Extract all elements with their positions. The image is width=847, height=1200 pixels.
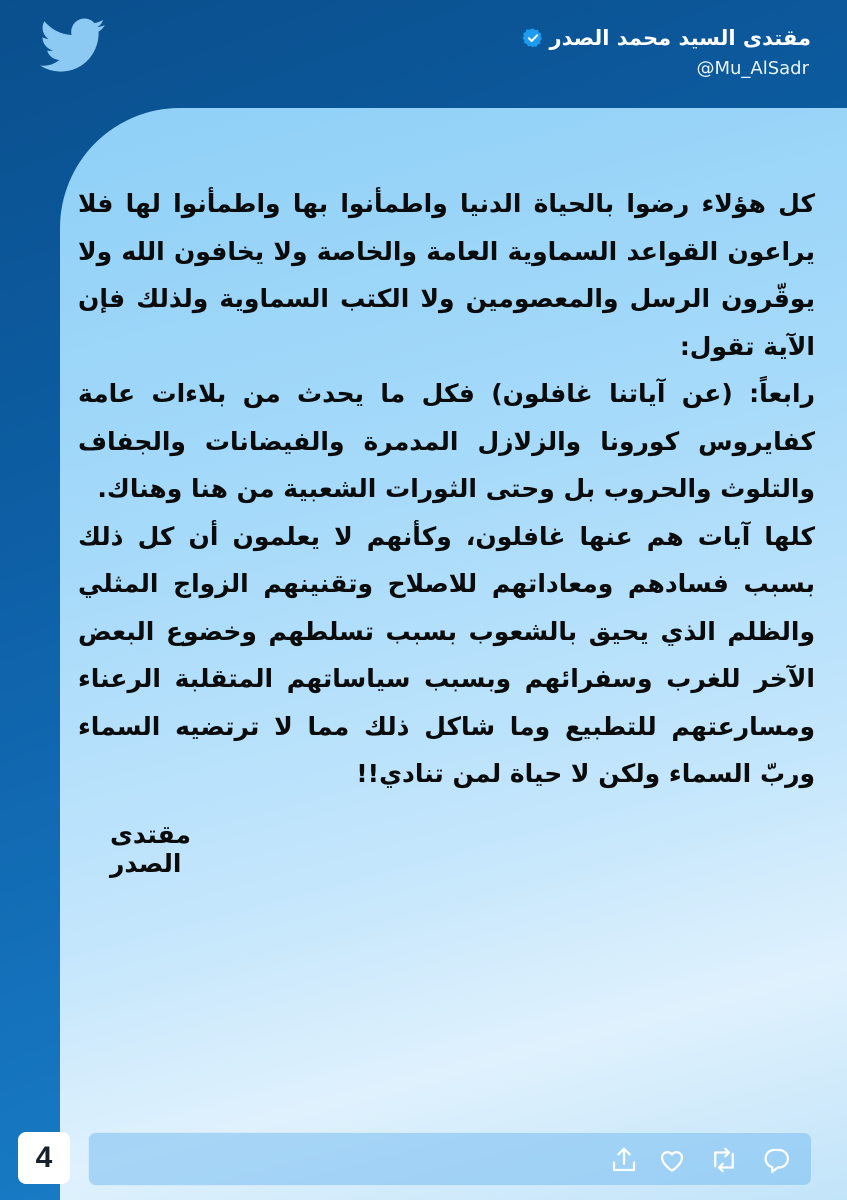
tweet-body	[78, 180, 815, 798]
twitter-bird-icon	[40, 18, 106, 74]
user-handle[interactable]: @Mu_AlSadr	[696, 58, 809, 79]
signature: مقتدى الصدر	[110, 820, 192, 878]
verified-badge-icon	[522, 27, 544, 49]
tweet-card	[60, 108, 847, 1200]
reply-icon[interactable]	[761, 1145, 791, 1175]
action-bar	[88, 1132, 812, 1186]
display-name[interactable]: مقتدى السيد محمد الصدر	[549, 26, 811, 50]
tweet-header	[522, 26, 812, 79]
paragraph-1: كل هؤلاء رضوا بالحياة الدنيا واطمأنوا بها واطمأنوا لها فلا يراعون القواعد السماوية العامة والخاصة ولا يخافون الله ولا يوقّرون الرسل والمعصومين ولا الكتب السماوية ولذلك فإن الآية تقول:	[78, 189, 815, 361]
paragraph-3: كلها آيات هم عنها غافلون، وكأنهم لا يعلمون أن كل ذلك بسبب فسادهم ومعاداتهم للاصلاح وتقنينهم الزواج المثلي والظلم الذي يحيق بالشعوب بسبب تسلطهم وخضوع البعض الآخر للغرب وسفرائهم وبسبب سياساتهم المتقلبة الرعناء ومسارعتهم للتطبيع وما شاكل ذلك مما لا ترتضيه السماء وربّ السماء ولكن لا حياة لمن تنادي!!	[78, 521, 815, 788]
like-icon[interactable]	[657, 1145, 687, 1175]
share-icon[interactable]	[609, 1145, 639, 1175]
page-number-badge: 4	[18, 1132, 70, 1184]
paragraph-2: رابعاً: (عن آياتنا غافلون) فكل ما يحدث من بلاءات عامة كفايروس كورونا والزلازل المدمرة والفيضانات والجفاف والتلوث والحروب بل وحتى الثورات الشعبية من هنا وهناك.	[78, 379, 815, 503]
retweet-icon[interactable]	[709, 1145, 739, 1175]
